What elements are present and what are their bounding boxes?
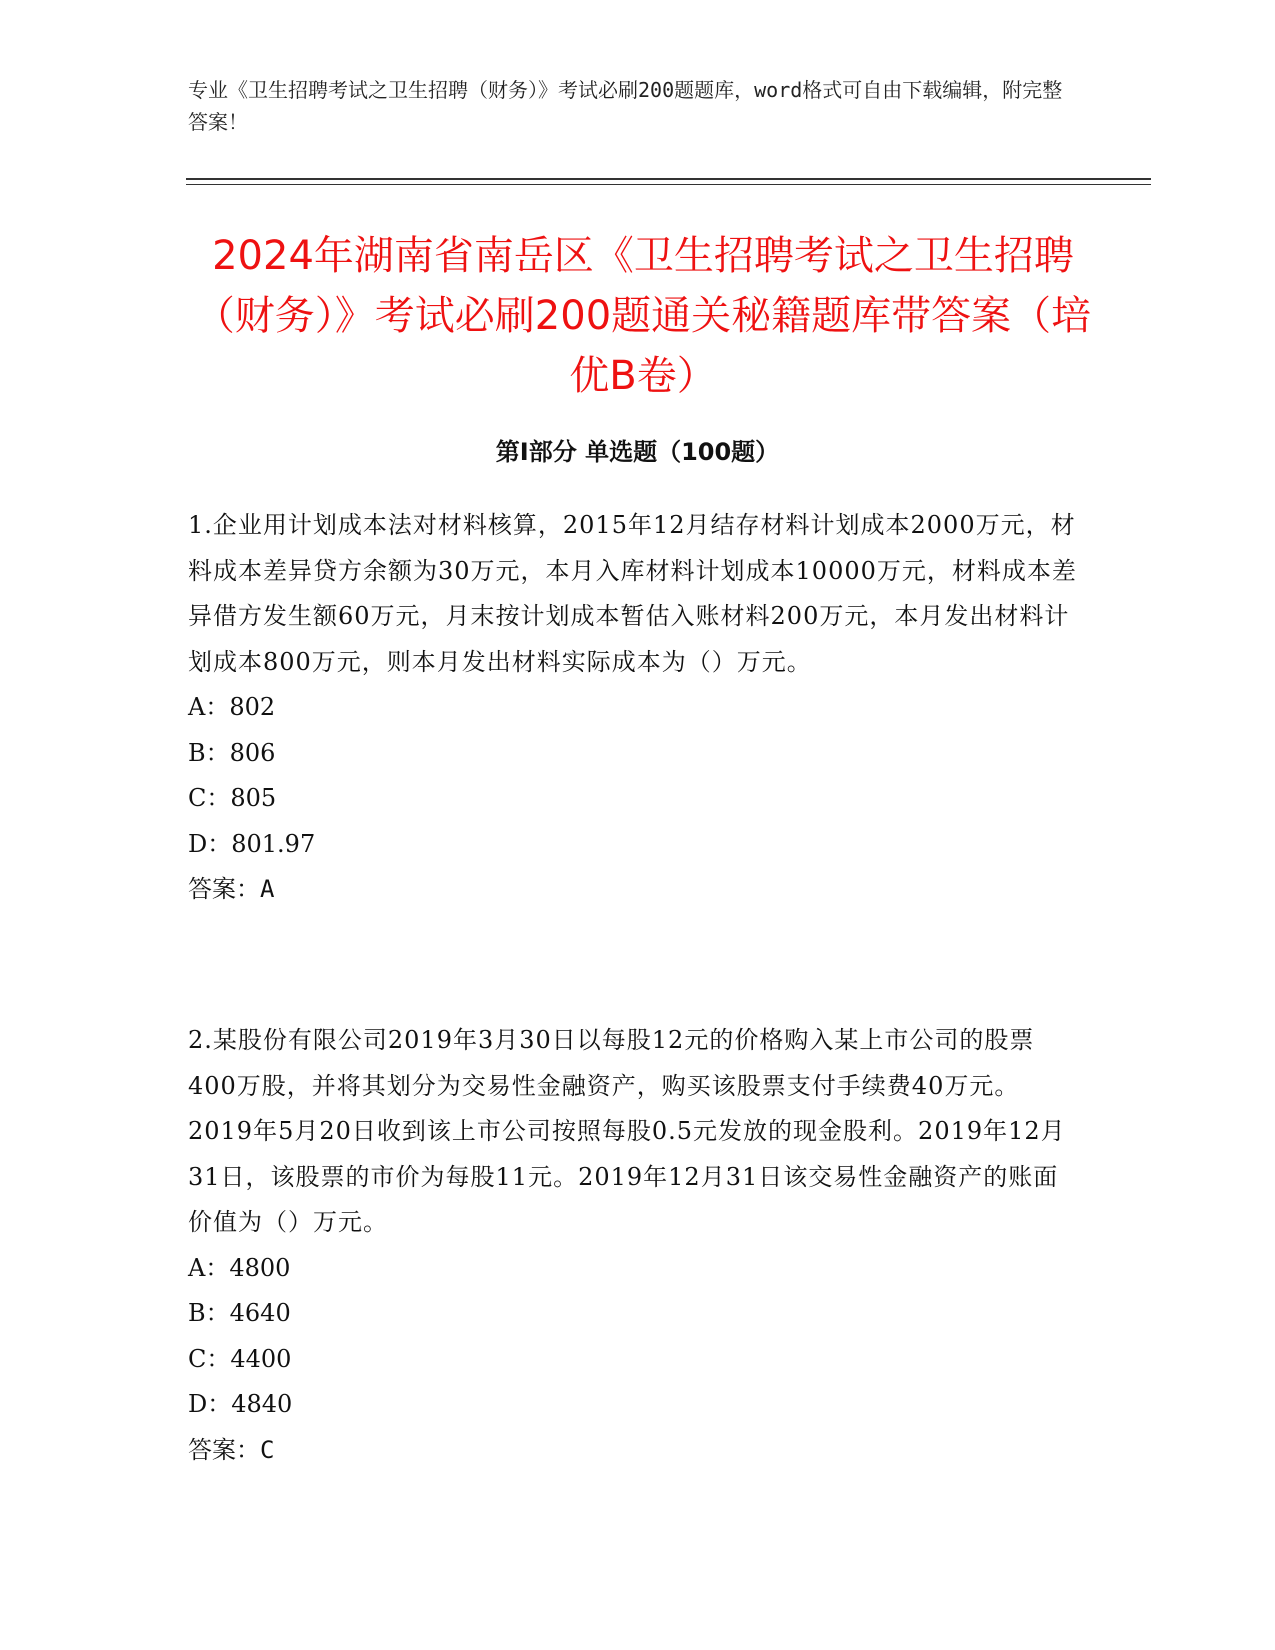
header-divider: [186, 178, 1151, 180]
option-c: C：805: [188, 784, 277, 812]
option-a: A：4800: [188, 1253, 291, 1282]
option-d: D：4840: [188, 1390, 293, 1418]
option-b: B：806: [188, 738, 276, 767]
question-stem: 1.企业用计划成本法对材料核算，2015年12月结存材料计划成本2000万元，材料成本差异贷方余额为30万元，本月入库材料计划成本10000万元，材料成本差异借方发生额60万元，月末按计划成本暂估入账材料200万元，本月发出材料计划成本800万元，则本月发出材料实际成本为（）万元。: [188, 511, 1077, 676]
option-a: A：802: [188, 693, 276, 721]
section-heading: 第Ⅰ部分 单选题（100题）: [495, 438, 780, 466]
question-1: [188, 503, 1083, 913]
header-note: 专业《卫生招聘考试之卫生招聘（财务）》考试必刷200题题库，word格式可自由下载编辑，附完整答案！: [188, 78, 1063, 134]
header-divider-thin: [186, 184, 1151, 185]
option-c: C：4400: [188, 1344, 292, 1373]
document-title: 2024年湖南省南岳区《卫生招聘考试之卫生招聘（财务）》考试必刷200题通关秘籍题库带答案（培优B卷）: [194, 233, 1092, 399]
answer: 答案：A: [188, 875, 275, 903]
question-stem: 2.某股份有限公司2019年3月30日以每股12元的价格购入某上市公司的股票400万股，并将其划分为交易性金融资产，购买该股票支付手续费40万元。2019年5月20日收到该上市公司按照每股0.5元发放的现金股利。2019年12月31日，该股票的市价为每股11元。2019年12月31日该交易性金融资产的账面价值为（）万元。: [188, 1026, 1066, 1236]
question-2: [188, 1018, 1083, 1473]
answer: 答案：C: [188, 1435, 275, 1464]
option-b: B：4640: [188, 1299, 291, 1327]
option-d: D：801.97: [188, 829, 316, 858]
